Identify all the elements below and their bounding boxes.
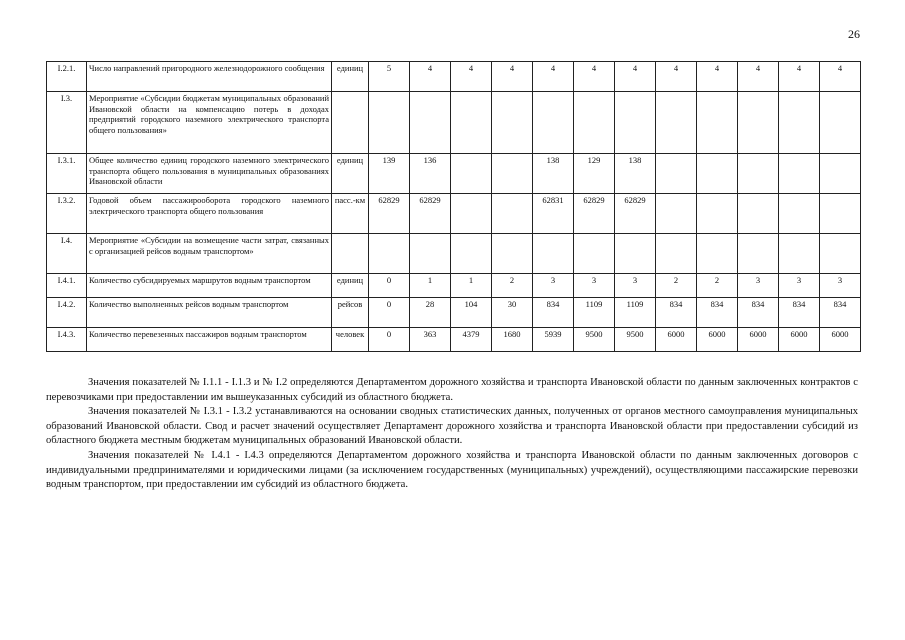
value-cell: 6000	[820, 328, 861, 352]
row-unit: единиц	[332, 274, 369, 298]
row-number: I.3.	[47, 92, 87, 154]
value-cell: 1	[410, 274, 451, 298]
value-cell	[574, 92, 615, 154]
value-cell	[656, 194, 697, 234]
value-cell	[820, 154, 861, 194]
indicators-table	[46, 61, 861, 352]
notes-text	[46, 376, 858, 493]
value-cell: 3	[820, 274, 861, 298]
value-cell	[410, 92, 451, 154]
value-cell: 834	[820, 298, 861, 328]
row-description: Мероприятие «Субсидии бюджетам муниципальных образований Ивановской области на компенсацию потерь в доходах предприятий городского наземного электрического транспорта общего пользования»	[87, 92, 332, 154]
row-description: Количество субсидируемых маршрутов водным транспортом	[87, 274, 332, 298]
value-cell: 4	[615, 62, 656, 92]
value-cell: 30	[492, 298, 533, 328]
value-cell	[656, 234, 697, 274]
value-cell: 104	[451, 298, 492, 328]
value-cell	[738, 194, 779, 234]
table-row	[47, 328, 861, 352]
value-cell: 138	[533, 154, 574, 194]
value-cell: 62829	[410, 194, 451, 234]
table-row	[47, 274, 861, 298]
table-row	[47, 298, 861, 328]
table-row	[47, 154, 861, 194]
row-description: Количество выполненных рейсов водным транспортом	[87, 298, 332, 328]
value-cell	[410, 234, 451, 274]
value-cell: 6000	[779, 328, 820, 352]
row-description: Годовой объем пассажирооборота городского наземного электрического транспорта общего пользования	[87, 194, 332, 234]
value-cell: 4	[492, 62, 533, 92]
value-cell: 2	[656, 274, 697, 298]
value-cell: 62829	[574, 194, 615, 234]
value-cell: 1	[451, 274, 492, 298]
row-unit	[332, 234, 369, 274]
value-cell	[451, 154, 492, 194]
value-cell	[656, 154, 697, 194]
row-unit: единиц	[332, 62, 369, 92]
note-paragraph-2: Значения показателей № I.3.1 - I.3.2 устанавливаются на основании сводных статистических данных, полученных от органов местного самоуправления муниципальных образований Ивановской области. Свод и расчет значений осуществляет Департамент дорожного хозяйства и транспорта Ивановской области при предоставлении субсидий из областного бюджета местным бюджетам муниципальных образований Ивановской области.	[46, 406, 858, 447]
value-cell: 4	[738, 62, 779, 92]
value-cell: 4	[410, 62, 451, 92]
value-cell	[656, 92, 697, 154]
value-cell: 9500	[615, 328, 656, 352]
value-cell	[779, 92, 820, 154]
value-cell	[738, 92, 779, 154]
row-number: I.3.1.	[47, 154, 87, 194]
value-cell: 62829	[369, 194, 410, 234]
row-unit: рейсов	[332, 298, 369, 328]
value-cell: 139	[369, 154, 410, 194]
value-cell	[738, 154, 779, 194]
value-cell	[820, 234, 861, 274]
value-cell	[574, 234, 615, 274]
value-cell: 62829	[615, 194, 656, 234]
row-unit: пасс.-км	[332, 194, 369, 234]
value-cell: 3	[738, 274, 779, 298]
value-cell: 1680	[492, 328, 533, 352]
value-cell	[492, 234, 533, 274]
value-cell	[697, 234, 738, 274]
value-cell: 28	[410, 298, 451, 328]
value-cell: 2	[697, 274, 738, 298]
value-cell: 0	[369, 328, 410, 352]
value-cell	[615, 234, 656, 274]
value-cell: 6000	[697, 328, 738, 352]
value-cell	[451, 234, 492, 274]
value-cell: 6000	[738, 328, 779, 352]
value-cell: 138	[615, 154, 656, 194]
value-cell	[697, 154, 738, 194]
value-cell	[451, 194, 492, 234]
row-number: I.4.2.	[47, 298, 87, 328]
value-cell: 4	[533, 62, 574, 92]
row-unit: единиц	[332, 154, 369, 194]
row-description: Число направлений пригородного железнодорожного сообщения	[87, 62, 332, 92]
value-cell: 3	[615, 274, 656, 298]
value-cell: 834	[533, 298, 574, 328]
value-cell	[738, 234, 779, 274]
note-paragraph-3: Значения показателей № I.4.1 - I.4.3 определяются Департаментом дорожного хозяйства и транспорта Ивановской области по данным заключенных договоров с индивидуальными предпринимателями и юридическими лицами (за исключением государственных (муниципальных) учреждений), осуществляющими пассажирские перевозки водным транспортом, при предоставлении им субсидий из областного бюджета.	[46, 449, 858, 491]
value-cell: 1109	[574, 298, 615, 328]
value-cell: 834	[656, 298, 697, 328]
value-cell: 5	[369, 62, 410, 92]
value-cell: 136	[410, 154, 451, 194]
value-cell	[615, 92, 656, 154]
row-unit	[332, 92, 369, 154]
value-cell	[697, 194, 738, 234]
value-cell	[492, 92, 533, 154]
value-cell: 4	[574, 62, 615, 92]
row-number: I.4.3.	[47, 328, 87, 352]
row-description: Количество перевезенных пассажиров водным транспортом	[87, 328, 332, 352]
value-cell: 363	[410, 328, 451, 352]
value-cell: 4	[697, 62, 738, 92]
table-row	[47, 234, 861, 274]
row-description: Общее количество единиц городского наземного электрического транспорта общего пользования в муниципальных образованиях Ивановской области	[87, 154, 332, 194]
value-cell	[533, 92, 574, 154]
row-number: I.2.1.	[47, 62, 87, 92]
row-unit: человек	[332, 328, 369, 352]
value-cell: 4	[779, 62, 820, 92]
table-row	[47, 62, 861, 92]
value-cell: 834	[738, 298, 779, 328]
value-cell	[779, 194, 820, 234]
row-number: I.3.2.	[47, 194, 87, 234]
note-paragraph-1: Значения показателей № I.1.1 - I.1.3 и № I.2 определяются Департаментом дорожного хозяйства и транспорта Ивановской области по данным заключенных контрактов с перевозчиками при предоставлении им вышеуказанных субсидий из областного бюджета.	[46, 377, 858, 403]
table-row	[47, 92, 861, 154]
value-cell	[492, 194, 533, 234]
value-cell: 0	[369, 298, 410, 328]
page-number: 26	[848, 27, 860, 41]
value-cell	[451, 92, 492, 154]
value-cell: 4379	[451, 328, 492, 352]
value-cell	[369, 234, 410, 274]
value-cell: 3	[574, 274, 615, 298]
value-cell: 3	[533, 274, 574, 298]
value-cell: 62831	[533, 194, 574, 234]
value-cell: 4	[656, 62, 697, 92]
value-cell: 5939	[533, 328, 574, 352]
value-cell	[492, 154, 533, 194]
value-cell: 9500	[574, 328, 615, 352]
value-cell	[697, 92, 738, 154]
value-cell	[820, 92, 861, 154]
table-row	[47, 194, 861, 234]
value-cell: 0	[369, 274, 410, 298]
value-cell: 834	[779, 298, 820, 328]
value-cell: 4	[820, 62, 861, 92]
value-cell: 2	[492, 274, 533, 298]
value-cell	[369, 92, 410, 154]
row-number: I.4.	[47, 234, 87, 274]
value-cell: 834	[697, 298, 738, 328]
value-cell: 1109	[615, 298, 656, 328]
row-number: I.4.1.	[47, 274, 87, 298]
value-cell: 3	[779, 274, 820, 298]
value-cell: 129	[574, 154, 615, 194]
row-description: Мероприятие «Субсидии на возмещение части затрат, связанных с организацией рейсов водным транспортом»	[87, 234, 332, 274]
value-cell	[779, 234, 820, 274]
value-cell	[820, 194, 861, 234]
value-cell: 6000	[656, 328, 697, 352]
value-cell	[533, 234, 574, 274]
value-cell: 4	[451, 62, 492, 92]
value-cell	[779, 154, 820, 194]
